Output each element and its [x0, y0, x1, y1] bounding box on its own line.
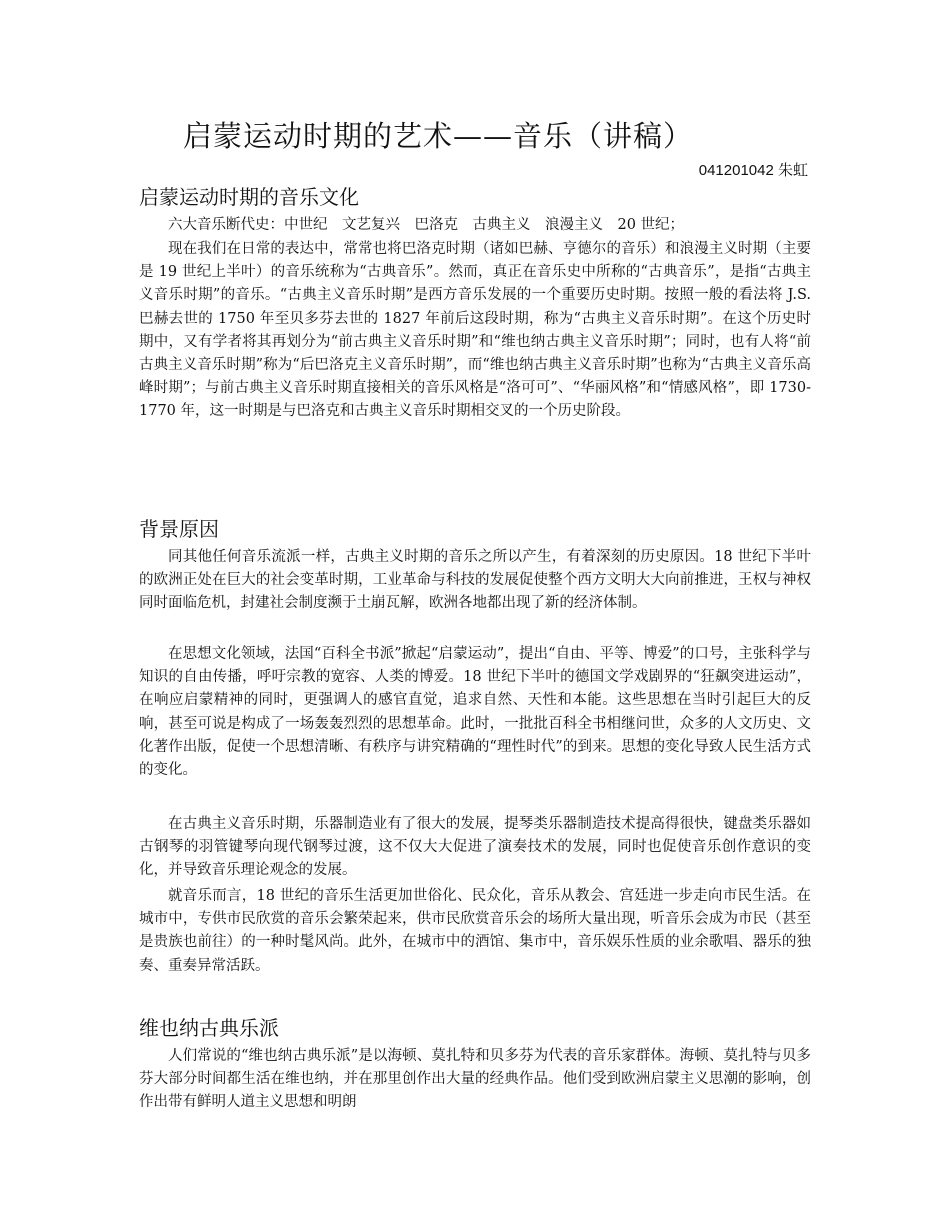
- paragraph: 在古典主义音乐时期，乐器制造业有了很大的发展，提琴类乐器制造技术提高得很快，键盘类乐器如古钢琴的羽管键琴向现代钢琴过渡，这不仅大大促进了演奏技术的发展，同时也促使音乐创作意识的变化，并导致音乐理论观念的发展。: [139, 816, 811, 879]
- paragraph: 就音乐而言，18 世纪的音乐生活更加世俗化、民众化，音乐从教会、宫廷进一步走向市民生活。在城市中，专供市民欣赏的音乐会繁荣起来，供市民欣赏音乐会的场所大量出现，听音乐会成为市民（甚至是贵族也前往）的一种时髦风尚。此外，在城市中的酒馆、集市中，音乐娱乐性质的业余歌唱、器乐的独奏、重奏异常活跃。: [139, 888, 811, 974]
- paragraph: 在思想文化领域，法国“百科全书派”掀起“启蒙运动”，提出“自由、平等、博爱”的口号，主张科学与知识的自由传播，呼吁宗教的宽容、人类的博爱。18 世纪下半叶的德国文学戏剧界的“狂飙突进运动”，在响应启蒙精神的同时，更强调人的感官直觉，追求自然、天性和本能。这些思想在当时引起巨大的反响，甚至可说是构成了一场轰轰烈烈的思想革命。此时，一批批百科全书相继问世，众多的人文历史、文化著作出版，促使一个思想清晰、有秩序与讲究精确的“理性时代”的到来。思想的变化导致人民生活方式的变化。: [139, 646, 811, 779]
- paragraph: 同其他任何音乐流派一样，古典主义时期的音乐之所以产生，有着深刻的历史原因。18 世纪下半叶的欧洲正处在巨大的社会变革时期，工业革命与科技的发展促使整个西方文明大大向前推进，王权与神权同时面临危机，封建社会制度濒于土崩瓦解，欧洲各地都出现了新的经济体制。: [139, 549, 811, 612]
- document-title: 启蒙运动时期的艺术——音乐（讲稿）: [183, 119, 694, 153]
- section-heading-background: 背景原因: [139, 517, 219, 541]
- section-heading-vienna-school: 维也纳古典乐派: [139, 1016, 279, 1040]
- section-heading-music-culture: 启蒙运动时期的音乐文化: [139, 185, 359, 209]
- author-line: 041201042 朱虹: [698, 162, 808, 179]
- paragraph: 现在我们在日常的表达中，常常也将巴洛克时期（诸如巴赫、亨德尔的音乐）和浪漫主义时期（主要是 19 世纪上半叶）的音乐统称为“古典音乐”。然而，真正在音乐史中所称的“古典音乐”，是指“古典主义音乐时期”的音乐。“古典主义音乐时期”是西方音乐发展的一个重要历史时期。按照一般的看法将 J.S. 巴赫去世的 1750 年至贝多芬去世的 1827 年前后这段时期，称为“古典主义音乐时期”。在这个历史时期中，又有学者将其再划分为“前古典主义音乐时期”和“维也纳古典主义音乐时期”；同时，也有人将“前古典主义音乐时期”称为“后巴洛克主义音乐时期”，而“维也纳古典主义音乐时期”也称为“古典主义音乐高峰时期”；与前古典主义音乐时期直接相关的音乐风格是“洛可可”、“华丽风格”和“情感风格”，即 1730-1770 年，这一时期是与巴洛克和古典主义音乐时期相交叉的一个历史阶段。: [139, 241, 811, 420]
- paragraph: 六大音乐断代史：中世纪 文艺复兴 巴洛克 古典主义 浪漫主义 20 世纪；: [168, 217, 685, 233]
- paragraph: 人们常说的“维也纳古典乐派”是以海顿、莫扎特和贝多芬为代表的音乐家群体。海顿、莫扎特与贝多芬大部分时间都生活在维也纳，并在那里创作出大量的经典作品。他们受到欧洲启蒙主义思潮的影响，创作出带有鲜明人道主义思想和明朗: [139, 1048, 811, 1111]
